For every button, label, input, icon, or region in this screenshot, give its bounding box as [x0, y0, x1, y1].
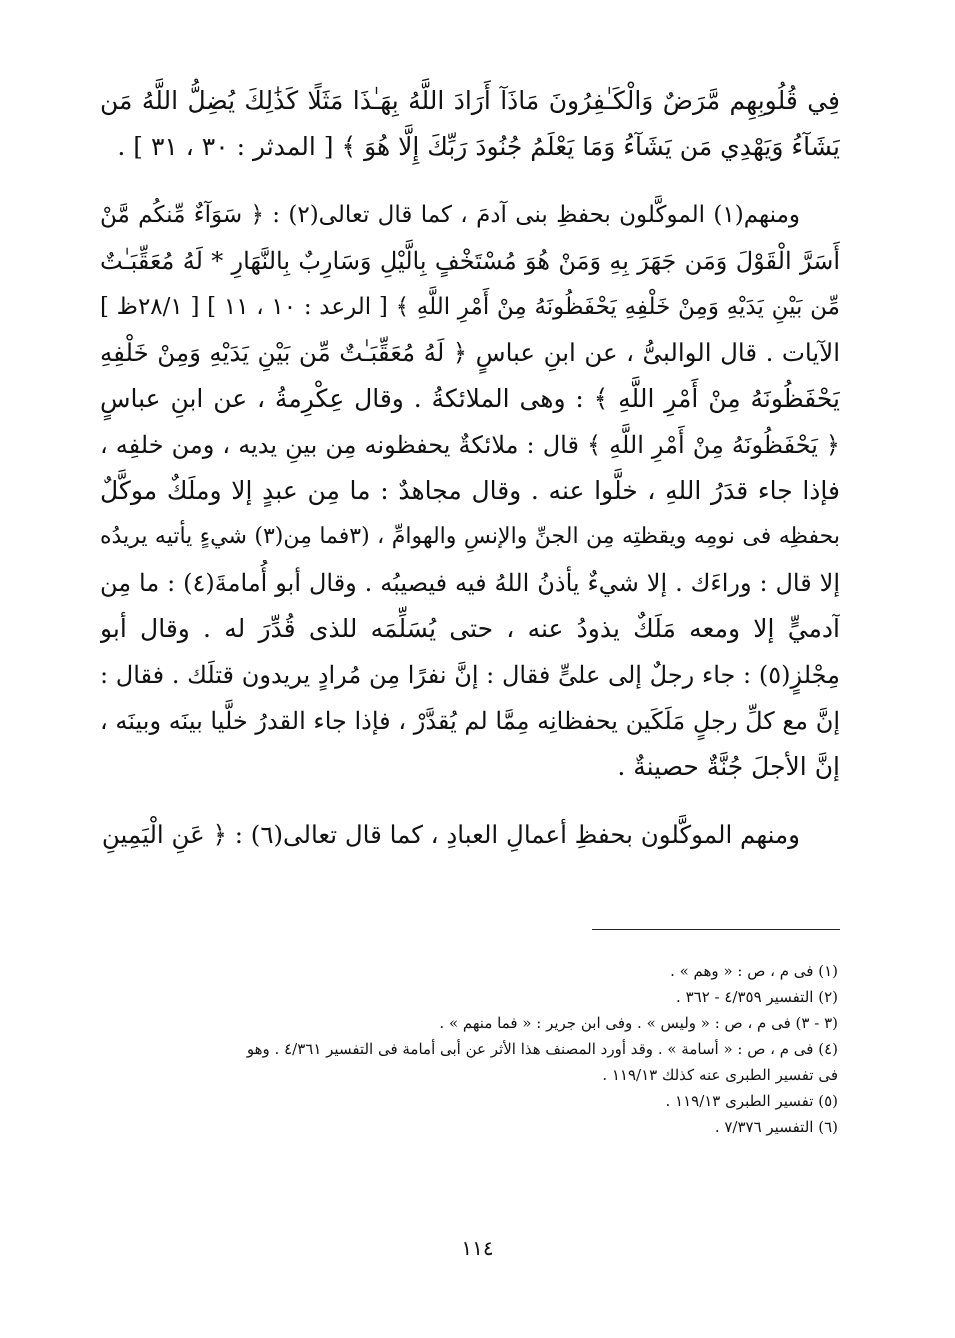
text-line: ومنهم الموكَّلون بحفظِ أعمالِ العبادِ ، كما قال تعالى(٦) : ﴿ عَنِ الْيَمِينِ [101, 820, 800, 849]
text-line: إنَّ الأجلَ جُنَّةٌ حصينةٌ . [617, 752, 840, 781]
paragraph-gap [100, 170, 840, 192]
main-text-block-1 [100, 78, 840, 858]
footnote: (٥) تفسير الطبرى ١١٩/١٣ . [665, 1092, 838, 1110]
text-line: يَحْفَظُونَهُ مِنْ أَمْرِ اللَّهِ ﴾ : وهى الملائكةُ . وقال عِكْرِمةُ ، عن ابنِ عباسٍ [100, 384, 840, 413]
footnote: فى تفسير الطبرى عنه كذلك ١١٩/١٣ . [602, 1066, 838, 1084]
text-line: فِي قُلُوبِهِم مَّرَضٌ وَالْكَـٰفِرُونَ مَاذَآ أَرَادَ اللَّهُ بِهَـٰذَا مَثَلًا كَذَٰلِكَ يُضِلُّ اللَّهُ مَن [100, 86, 840, 115]
footnote: (٣ - ٣) فى م ، ص : « وليس » . وفى ابن جرير : « فما منهم » . [439, 1014, 838, 1032]
text-line: أَسَرَّ الْقَوْلَ وَمَن جَهَرَ بِهِ وَمَنْ هُوَ مُسْتَخْفٍ بِالَّيْلِ وَسَارِبٌ بِالنَّهَارِ * لَهُ مُعَقِّبَـٰتٌ [100, 247, 840, 275]
footnote: (٤) فى م ، ص : « أسامة » . وقد أورد المصنف هذا الأثر عن أبى أمامة فى التفسير ٤/٣٦١ . وهو [246, 1040, 838, 1058]
footnote: (٦) التفسير ٧/٣٧٦ . [714, 1118, 838, 1136]
text-line: ﴿ يَحْفَظُونَهُ مِنْ أَمْرِ اللَّهِ ﴾ قال : ملائكةٌ يحفظونه مِن بينِ يديه ، ومن خلفِه ، [100, 431, 840, 459]
text-line: الآيات . قال الوالبىُّ ، عن ابنِ عباسٍ ﴿ لَهُ مُعَقِّبَـٰتٌ مِّن بَيْنِ يَدَيْهِ وَمِنْ خَلْفِهِ [100, 338, 840, 367]
text-line: يَشَآءُ وَيَهْدِي مَن يَشَآءُ وَمَا يَعْلَمُ جُنُودَ رَبِّكَ إِلَّا هُوَ ﴾ [ المدثر : ٣٠ ، ٣١ ] . [117, 132, 840, 161]
text-line: بحفظِه فى نومِه ويقظتِه مِن الجنِّ والإنسِ والهوامِّ ، (٣فما مِن(٣) شيءٍ يأتيه يريدُه [100, 524, 840, 549]
footnote-separator [592, 929, 840, 930]
paragraph-gap [100, 790, 840, 812]
page-number: ١١٤ [461, 1236, 494, 1260]
text-line: مِجْلزٍ(٥) : جاء رجلٌ إلى علىٍّ فقال : إنَّ نفرًا مِن مُرادٍ يريدون قتلَك . فقال : [100, 661, 840, 689]
text-line: آدميٍّ إلا ومعه مَلَكٌ يذودُ عنه ، حتى يُسَلِّمَه للذى قُدِّرَ له . وقال أبو [100, 614, 840, 643]
footnote: (٢) التفسير ٤/٣٥٩ - ٣٦٢ . [676, 988, 838, 1006]
text-line: فإذا جاء قدَرُ اللهِ ، خلَّوا عنه . وقال مجاهدٌ : ما مِن عبدٍ إلا وملَكٌ موكَّلٌ [100, 476, 840, 505]
text-line: إنَّ مع كلِّ رجلٍ مَلَكَين يحفظانِه مِمَّا لم يُقدَّرْ ، فإذا جاء القدرُ خلَّيا بينَه وبينَه ، [100, 707, 840, 735]
text-line: ومنهم(١) الموكَّلون بحفظِ بنى آدمَ ، كما قال تعالى(٢) : ﴿ سَوَآءٌ مِّنكُم مَّنْ [100, 202, 800, 228]
footnote: (١) فى م ، ص : « وهم » . [670, 962, 838, 980]
text-line: مِّن بَيْنِ يَدَيْهِ وَمِنْ خَلْفِهِ يَحْفَظُونَهُ مِنْ أَمْرِ اللَّهِ ﴾ [ الرعد : ١٠ ، ١١ ] [ ٢٨/١ظ ] [100, 294, 840, 320]
footnotes [108, 958, 838, 1140]
text-line: إلا قال : وراءَك . إلا شيءٌ يأذنُ اللهُ فيه فيصيبُه . وقال أبو أُمامةَ(٤) : ما مِن [100, 569, 840, 597]
